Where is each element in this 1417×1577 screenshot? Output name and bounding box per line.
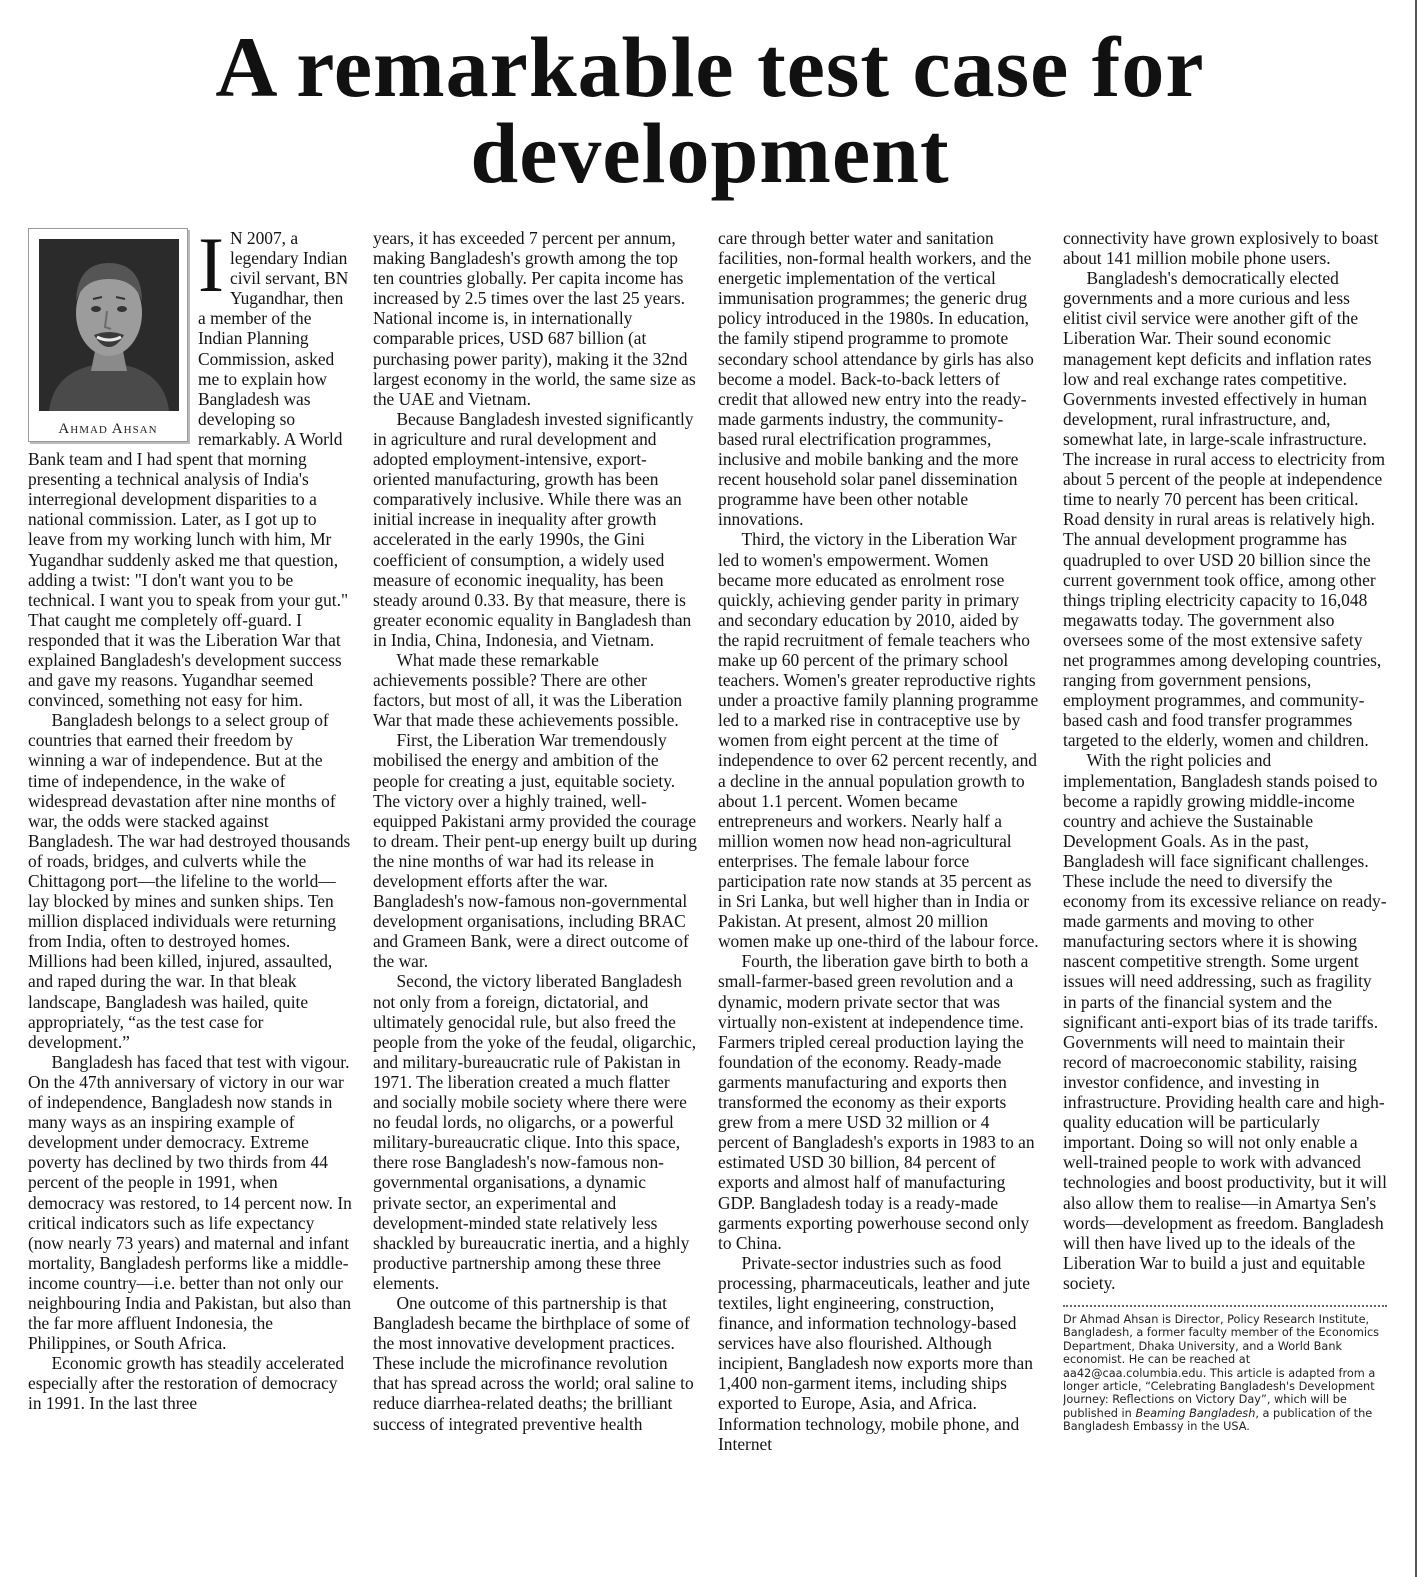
paragraph: With the right policies and implementation, Bangladesh stands poised to become a rapidly growing middle-income country and achieve the Sustainable Development Goals. As in the past, Bangladesh will face significant challenges. These include the need to diversify the economy from its excessive reliance on ready-made garments and moving to other manufacturing sectors where it is showing nascent competitive strength. Some urgent issues will need addressing, such as fragility in parts of the financial system and the significant anti-export bias of its trade tariffs. Governments will need to maintain their record of macroeconomic stability, raising investor confidence, and investing in infrastructure. Providing health care and high-quality education will be particularly important. Doing so will not only enable a well-trained people to work with advanced technologies and boost productivity, but it will also allow them to realise—in Amartya Sen's words—development as freedom. Bangladesh will then have lived up to the ideals of the Liberation War to build a just and equitable society. bbox=[1063, 750, 1387, 1293]
paragraph: care through better water and sanitation facilities, non-formal health workers, and the energetic implementation of the vertical immunisation programmes; the generic drug policy introduced in the 1980s. In education, the family stipend programme to promote secondary school attendance by girls has also become a model. Back-to-back letters of credit that allowed new entry into the ready-made garments industry, the community-based rural electrification programmes, inclusive and mobile banking and the more recent household solar panel dissemination programme have been other notable innovations. bbox=[718, 228, 1034, 530]
headline: A remarkable test case for development bbox=[215, 19, 1205, 201]
paragraph: Economic growth has steadily accelerated especially after the restoration of democracy in 1991. In the last three bbox=[28, 1353, 345, 1414]
author-note-divider bbox=[1063, 1305, 1387, 1307]
column-4 bbox=[1063, 228, 1387, 1574]
author-photo bbox=[39, 239, 179, 411]
paragraph: Bangladesh has faced that test with vigour. On the 47th anniversary of victory in our war of independence, Bangladesh now stands in many ways as an inspiring example of development under democracy. Extreme poverty has declined by two thirds from 44 percent of the people in 1991, when democracy was restored, to 14 percent now. In critical indicators such as life expectancy (now nearly 73 years) and maternal and infant mortality, Bangladesh performs like a middle-income country—i.e. better than not only our neighbouring India and Pakistan, but also than the far more affluent Indonesia, the Philippines, or South Africa. bbox=[28, 1051, 352, 1354]
author-photo-frame bbox=[28, 228, 188, 442]
column-3 bbox=[718, 228, 1042, 1574]
author-note-text: Dr Ahmad Ahsan is Director, Policy Research Institute, Bangladesh, a former faculty member of the Economics Department, Dhaka University, and a World Bank economist. He can be reached at aa42@caa.columbia.edu. This article is adapted from a longer article, “Celebrating Bangladesh's Development Journey: Reflections on Victory Day”, which will be published in bbox=[1063, 1312, 1380, 1420]
paragraph: Fourth, the liberation gave birth to both a small-farmer-based green revolution and a dynamic, modern private sector that was virtually non-existent at independence time. Farmers tripled cereal production laying the foundation of the economy. Ready-made garments manufacturing and exports then transformed the economy as their exports grew from a mere USD 32 million or 4 percent of Bangladesh's exports in 1983 to an estimated USD 30 billion, 84 percent of exports and almost half of manufacturing GDP. Bangladesh today is a ready-made garments exporting powerhouse second only to China. bbox=[718, 951, 1035, 1253]
paragraph: Bangladesh's democratically elected governments and a more curious and less elitist civil service were another gift of the Liberation War. Their sound economic management kept deficits and inflation rates low and real exchange rates competitive. Governments invested effectively in human development, rural infrastructure, and, somewhat late, in large-scale infrastructure. The increase in rural access to electricity from about 5 percent of the people at independence time to nearly 70 percent has been critical. Road density in rural areas is relatively high. The annual development programme has quadrupled to over USD 20 billion since the current government took office, among other things tripling electricity capacity to 16,048 megawatts today. The government also oversees some of the most extensive safety net programmes among developing countries, ranging from government pensions, employment programmes, and community-based cash and food transfer programmes targeted to the elderly, women and children. bbox=[1063, 268, 1386, 751]
paragraph: Because Bangladesh invested significantly in agriculture and rural development and adopted employment-intensive, export-oriented manufacturing, growth has been comparatively inclusive. While there was an initial increase in inequality after growth accelerated in the early 1990s, the Gini coefficient of consumption, a widely used measure of economic inequality, has been steady around 0.33. By that measure, there is greater economic equality in Bangladesh than in India, China, Indonesia, and Vietnam. bbox=[373, 408, 694, 650]
book-title: Beaming Bangladesh bbox=[1135, 1406, 1256, 1420]
paragraph: years, it has exceeded 7 percent per annum, making Bangladesh's growth among the top ten countries globally. Per capita income has increased by 2.5 times over the last 25 years. National income is, in internationally comparable prices, USD 687 billion (at purchasing power parity), making it the 32nd largest economy in the world, the same size as the UAE and Vietnam. bbox=[373, 228, 696, 409]
paragraph: What made these remarkable achievements possible? There are other factors, but most of all, it was the Liberation War that made these achievements possible. bbox=[373, 649, 683, 731]
paragraph: Bangladesh belongs to a select group of countries that earned their freedom by winning a war of independence. But at the time of independence, in the wake of widespread devastation after nine months of war, the odds were stacked against Bangladesh. The war had destroyed thousands of roads, bridges, and culverts while the Chittagong port—the lifeline to the world—lay blocked by mines and sunken ships. Ten million displaced individuals were returning from India, often to destroyed homes. Millions had been killed, injured, assaulted, and raped during the war. In that bleak landscape, Bangladesh was hailed, quite appropriately, “as the test case for development.” bbox=[28, 710, 351, 1052]
column-2 bbox=[373, 228, 697, 1574]
column-1 bbox=[28, 228, 352, 1574]
paragraph: N 2007, a legendary Indian civil servant, BN Yugandhar, then a member of the Indian Planning Commission, asked me to explain how Bangladesh was developing so remarkably. A World Bank team and I had spent that morning presenting a technical analysis of India's interregional development disparities to a national commission. Later, as I got up to leave from my working lunch with him, Mr Yugandhar suddenly asked me that question, adding a twist: "I don't want you to be technical. I want you to speak from your gut." That caught me completely off-guard. I responded that it was the Liberation War that explained Bangladesh's development success and gave my reasons. Yugandhar seemed convinced, something not easy for him. bbox=[28, 228, 349, 711]
author-note-text-end: , a publication of the Bangladesh Embassy in the USA. bbox=[1063, 1406, 1373, 1434]
author-note bbox=[1063, 1313, 1387, 1434]
paragraph: connectivity have grown explosively to boast about 141 million mobile phone users. bbox=[1063, 228, 1379, 269]
paragraph: Second, the victory liberated Bangladesh not only from a foreign, dictatorial, and ultimately genocidal rule, but also freed the people from the yoke of the feudal, oligarchic, and military-bureaucratic rule of Pakistan in 1971. The liberation created a much flatter and socially mobile society where there were no feudal lords, no oligarchs, or a powerful military-bureaucratic clique. Into this space, there rose Bangladesh's now-famous non-governmental organisations, a dynamic private sector, an experimental and development-minded state relatively less shackled by bureaucratic inertia, and a highly productive partnership among these three elements. bbox=[373, 971, 697, 1293]
paragraph: One outcome of this partnership is that Bangladesh became the birthplace of some of the most innovative development practices. These include the microfinance revolution that has spread across the world; oral saline to reduce diarrhea-related deaths; the brilliant success of integrated preventive health bbox=[373, 1292, 694, 1434]
author-byline: Ahmad Ahsan bbox=[58, 421, 158, 437]
paragraph: Private-sector industries such as food processing, pharmaceuticals, leather and jute textiles, light engineering, construction, finance, and information technology-based services have also flourished. Although incipient, Bangladesh now exports more than 1,400 non-garment items, including ships exported to Europe, Asia, and Africa. Information technology, mobile phone, and Internet bbox=[718, 1252, 1033, 1454]
drop-cap: I bbox=[198, 228, 224, 308]
paragraph: First, the Liberation War tremendously mobilised the energy and ambition of the people for creating a just, equitable society. The victory over a highly trained, well-equipped Pakistani army provided the courage to dream. Their pent-up energy built up during the nine months of war had its release in development efforts after the war. Bangladesh's now-famous non-governmental development organisations, including BRAC and Grameen Bank, were a direct outcome of the war. bbox=[373, 730, 697, 972]
paragraph: Third, the victory in the Liberation War led to women's empowerment. Women became more educated as enrolment rose quickly, achieving gender parity in primary and secondary education by 2010, aided by the rapid recruitment of female teachers who make up 60 percent of the primary school teachers. Women's greater reproductive rights under a proactive family planning programme led to a marked rise in contraceptive use by women from eight percent at the time of independence to over 62 percent recently, and a decline in the annual population growth to about 1.1 percent. Women became entrepreneurs and workers. Nearly half a million women now head non-agricultural enterprises. The female labour force participation rate now stands at 35 percent as in Sri Lanka, but well higher than in India or Pakistan. At present, almost 20 million women make up one-third of the labour force. bbox=[718, 529, 1039, 952]
